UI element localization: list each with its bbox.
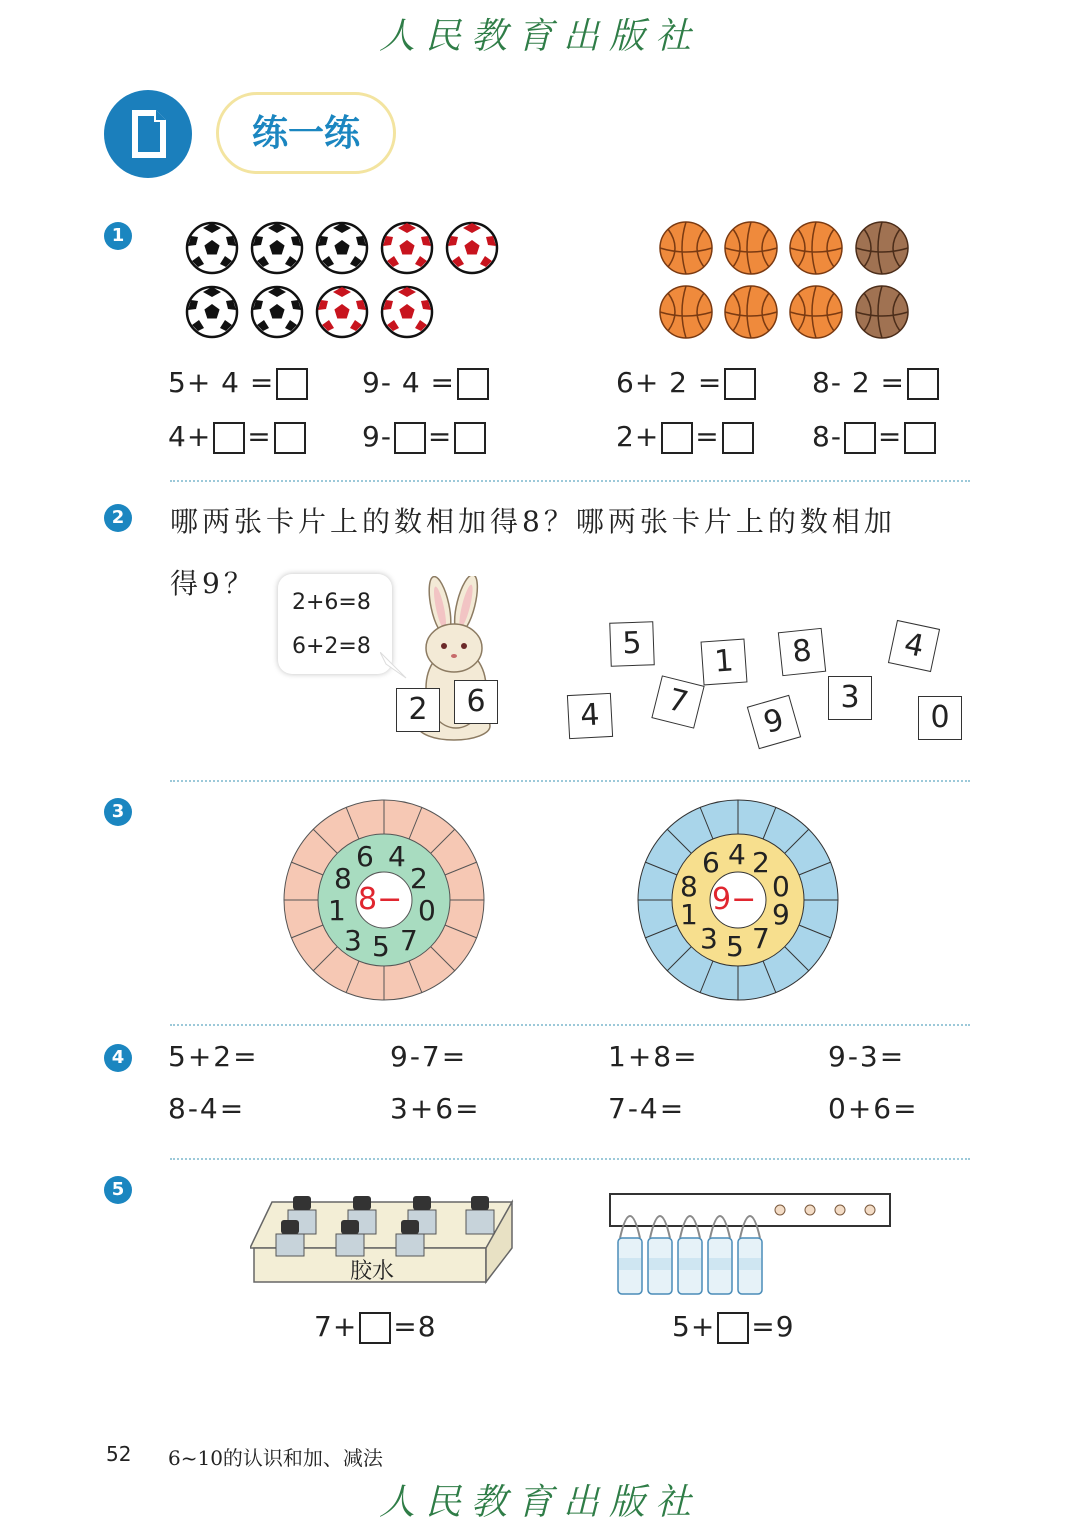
- exercise: 8-4=: [168, 1092, 246, 1125]
- answer-box[interactable]: [454, 422, 486, 454]
- number-card[interactable]: 8: [778, 628, 826, 676]
- equation-glue: 7+ =8: [314, 1310, 437, 1343]
- exercise: 0+6=: [828, 1092, 919, 1125]
- exercise: 1+8=: [608, 1040, 699, 1073]
- divider: [170, 780, 970, 782]
- wheel-number: 6: [356, 840, 374, 873]
- answer-box[interactable]: [359, 1312, 391, 1344]
- milk-bottles-illustration: [608, 1190, 892, 1298]
- document-icon: [104, 90, 192, 178]
- wheel-number: 7: [752, 922, 770, 955]
- speech-bubble: [278, 574, 392, 674]
- answer-box[interactable]: [717, 1312, 749, 1344]
- question-text-line2: 得9？: [170, 567, 256, 600]
- divider: [170, 1158, 970, 1160]
- equation-soccer-sub: 9- 4 =: [362, 366, 491, 400]
- publisher-logo-footer: 人民教育出版社: [378, 1482, 701, 1523]
- question-number-4: 4: [104, 1044, 132, 1072]
- number-card[interactable]: 9: [747, 695, 801, 749]
- wheel-number: 2: [410, 862, 428, 895]
- wheel-number: 0: [418, 894, 436, 927]
- question-number-5: 5: [104, 1176, 132, 1204]
- answer-box[interactable]: [276, 368, 308, 400]
- wheel-number: 5: [372, 930, 390, 963]
- glue-box-label: 胶水: [350, 1259, 395, 1284]
- number-card[interactable]: 0: [918, 696, 962, 740]
- wheel-number: 5: [726, 930, 744, 963]
- equation-basketball-sub: 8- 2 =: [812, 366, 941, 400]
- equation-soccer-sub-2: 9- =: [362, 420, 488, 454]
- answer-box[interactable]: [457, 368, 489, 400]
- exercise: 7-4=: [608, 1092, 686, 1125]
- answer-box[interactable]: [907, 368, 939, 400]
- wheel-number: 1: [680, 898, 698, 931]
- wheel-number: 8: [680, 870, 698, 903]
- wheel-number: 3: [344, 924, 362, 957]
- wheel-number: 4: [388, 840, 406, 873]
- publisher-logo: 人民教育出版社: [378, 16, 701, 57]
- soccer-balls: [180, 218, 510, 342]
- answer-box[interactable]: [904, 422, 936, 454]
- wheel-number: 3: [700, 922, 718, 955]
- number-card[interactable]: 5: [609, 621, 655, 667]
- equation-soccer-add-2: 4+ =: [168, 420, 308, 454]
- number-card[interactable]: 7: [651, 675, 704, 728]
- question-text-line1: 哪两张卡片上的数相加得8？哪两张卡片上的数相加: [170, 505, 896, 538]
- wheel-center-8: 8−: [358, 882, 403, 917]
- answer-box[interactable]: [213, 422, 245, 454]
- page-number: 52: [106, 1442, 132, 1466]
- wheel-number: 0: [772, 870, 790, 903]
- number-card[interactable]: 4: [567, 693, 613, 739]
- section-title: 练一练: [216, 92, 396, 174]
- held-card-2: 2: [396, 688, 440, 732]
- question-number-3: 3: [104, 798, 132, 826]
- answer-box[interactable]: [722, 422, 754, 454]
- exercise: 3+6=: [390, 1092, 481, 1125]
- equation-milk: 5+ =9: [672, 1310, 795, 1343]
- held-card-6: 6: [454, 680, 498, 724]
- exercise: 9-3=: [828, 1040, 906, 1073]
- wheel-number: 4: [728, 838, 746, 871]
- answer-box[interactable]: [661, 422, 693, 454]
- answer-box[interactable]: [724, 368, 756, 400]
- wheel-number: 9: [772, 898, 790, 931]
- number-card[interactable]: 4: [888, 620, 940, 672]
- wheel-number: 8: [334, 862, 352, 895]
- number-card[interactable]: 1: [701, 639, 748, 686]
- bubble-equation-1: 2+6=8: [292, 590, 371, 615]
- equation-soccer-add: 5+ 4 =: [168, 366, 310, 400]
- answer-box[interactable]: [844, 422, 876, 454]
- divider: [170, 1024, 970, 1026]
- equation-basketball-add: 6+ 2 =: [616, 366, 758, 400]
- number-card[interactable]: 3: [828, 676, 872, 720]
- chapter-title: 6~10的认识和加、减法: [168, 1446, 383, 1470]
- answer-box[interactable]: [274, 422, 306, 454]
- equation-basketball-sub-2: 8- =: [812, 420, 938, 454]
- wheel-number: 6: [702, 846, 720, 879]
- exercise: 9-7=: [390, 1040, 468, 1073]
- wheel-number: 2: [752, 846, 770, 879]
- wheel-number: 1: [328, 894, 346, 927]
- wheel-number: 7: [400, 924, 418, 957]
- wheel-center-9: 9−: [712, 882, 757, 917]
- equation-basketball-add-2: 2+ =: [616, 420, 756, 454]
- question-number-2: 2: [104, 504, 132, 532]
- answer-box[interactable]: [394, 422, 426, 454]
- divider: [170, 480, 970, 482]
- bubble-equation-2: 6+2=8: [292, 634, 371, 659]
- question-number-1: 1: [104, 222, 132, 250]
- basketballs: [654, 218, 916, 342]
- exercise: 5+2=: [168, 1040, 259, 1073]
